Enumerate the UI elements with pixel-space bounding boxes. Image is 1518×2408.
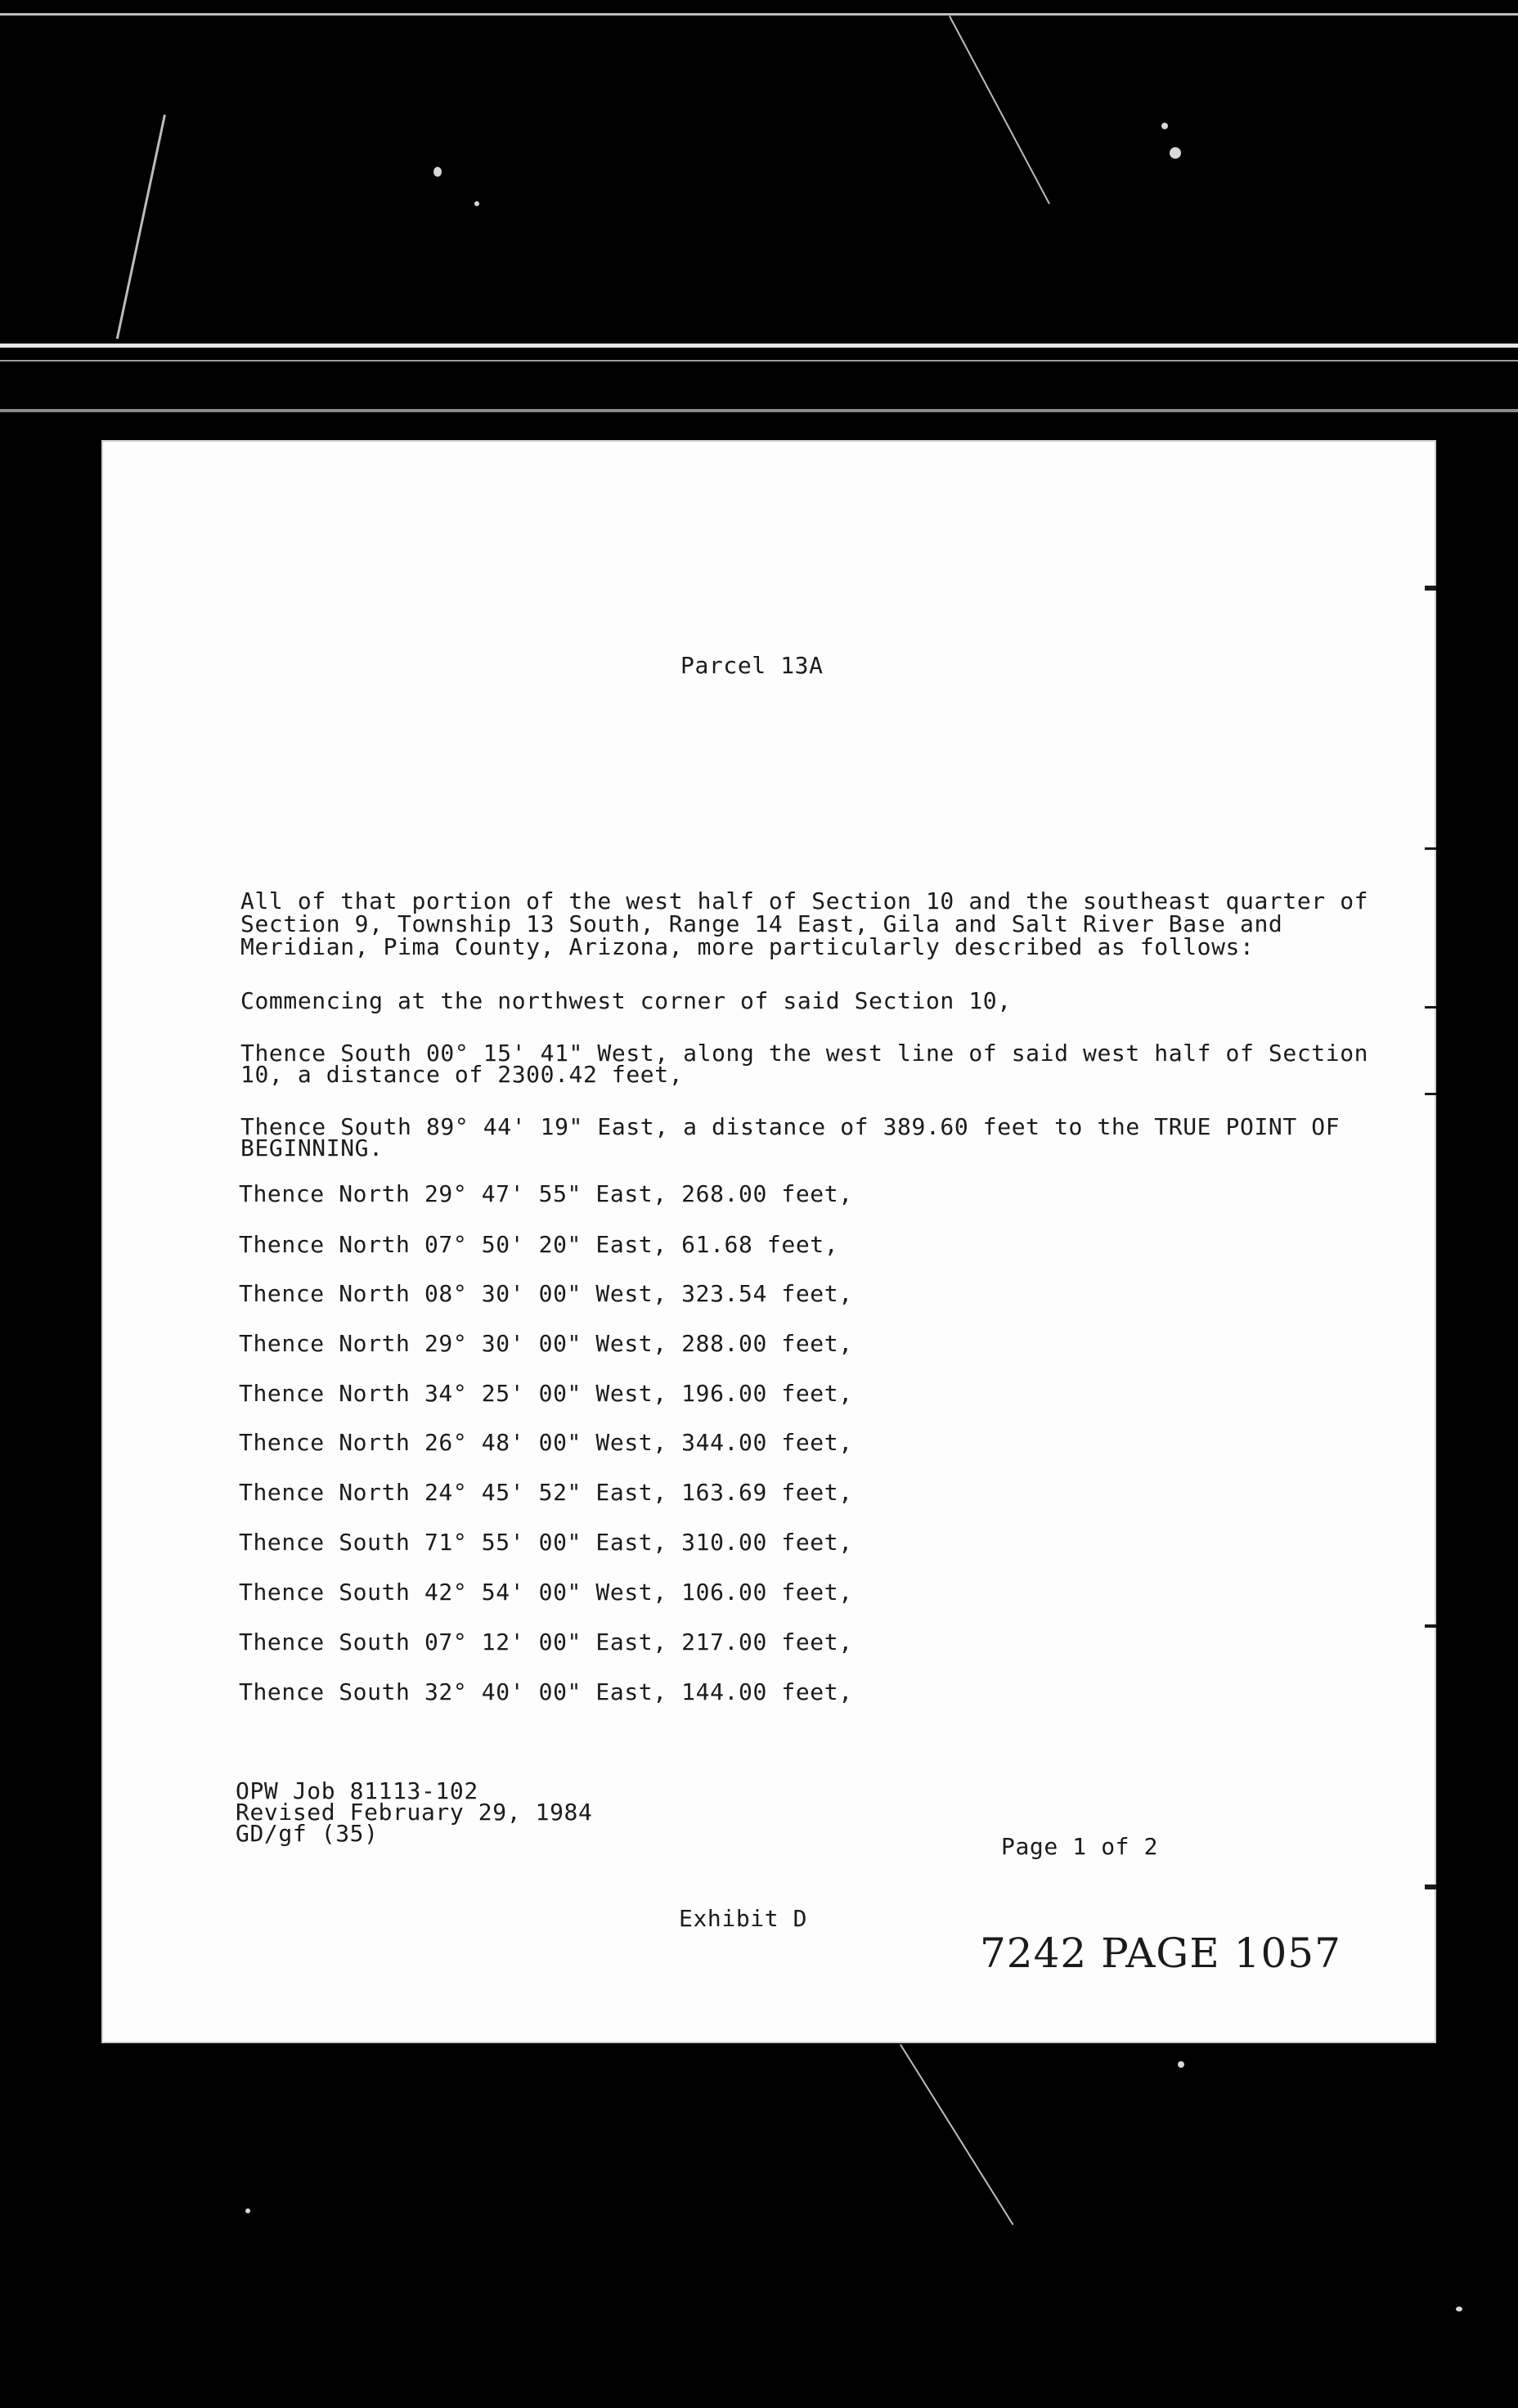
- film-speck: [1161, 123, 1168, 129]
- commencing-paragraph: Commencing at the northwest corner of said Section 10,: [240, 987, 1012, 1014]
- initials: GD/gf (35): [236, 1820, 379, 1847]
- scan-edge-line: [0, 13, 1518, 16]
- edge-mark: [1425, 1093, 1436, 1095]
- thence-west-line: 10, a distance of 2300.42 feet,: [240, 1061, 684, 1088]
- film-speck: [1456, 2307, 1462, 2311]
- course-line: Thence North 07° 50' 20" East, 61.68 feet,: [239, 1231, 839, 1258]
- parcel-title: Parcel 13A: [680, 652, 824, 679]
- job-number: OPW Job 81113-102: [236, 1777, 478, 1804]
- document-page: [101, 440, 1436, 2043]
- course-line: Thence North 29° 47' 55" East, 268.00 feet,: [239, 1180, 853, 1207]
- course-line: Thence South 32° 40' 00" East, 144.00 feet,: [239, 1678, 853, 1705]
- edge-mark: [1425, 586, 1436, 591]
- scan-edge-line: [0, 344, 1518, 348]
- course-line: Thence North 08° 30' 00" West, 323.54 feet,: [239, 1280, 853, 1307]
- page-number: Page 1 of 2: [1001, 1833, 1159, 1860]
- film-speck: [433, 167, 442, 177]
- course-line: Thence North 34° 25' 00" West, 196.00 feet,: [239, 1380, 853, 1407]
- description-line: Section 9, Township 13 South, Range 14 East, Gila and Salt River Base and: [240, 910, 1283, 937]
- scan-edge-line: [0, 360, 1518, 362]
- scan-edge-line: [0, 409, 1518, 412]
- exhibit-label: Exhibit D: [679, 1905, 808, 1932]
- description-line: All of that portion of the west half of Section 10 and the southeast quarter of: [240, 887, 1369, 914]
- course-line: Thence South 07° 12' 00" East, 217.00 feet,: [239, 1629, 853, 1656]
- course-line: Thence North 26° 48' 00" West, 344.00 feet,: [239, 1429, 853, 1456]
- recording-number-stamp: 7242 PAGE 1057: [980, 1930, 1341, 1977]
- course-line: Thence North 29° 30' 00" West, 288.00 feet,: [239, 1330, 853, 1357]
- film-speck: [474, 201, 479, 206]
- edge-mark: [1425, 1006, 1436, 1009]
- thence-true-point: Thence South 89° 44' 19" East, a distance of 389.60 feet to the TRUE POINT OF: [240, 1113, 1341, 1140]
- film-speck: [1170, 147, 1181, 159]
- film-scratch: [900, 2044, 1013, 2226]
- course-line: Thence North 24° 45' 52" East, 163.69 feet,: [239, 1479, 853, 1506]
- edge-mark: [1425, 1885, 1436, 1889]
- course-line: Thence South 71° 55' 00" East, 310.00 feet,: [239, 1529, 853, 1556]
- film-scratch: [116, 115, 166, 339]
- thence-west-line: Thence South 00° 15' 41" West, along the west line of said west half of Section: [240, 1040, 1369, 1067]
- thence-true-point: BEGINNING.: [240, 1134, 384, 1161]
- film-speck: [1178, 2061, 1184, 2068]
- edge-mark: [1425, 1624, 1436, 1628]
- film-scratch: [949, 16, 1050, 204]
- edge-mark: [1425, 847, 1436, 850]
- revision-date: Revised February 29, 1984: [236, 1799, 593, 1826]
- course-line: Thence South 42° 54' 00" West, 106.00 feet,: [239, 1579, 853, 1606]
- description-line: Meridian, Pima County, Arizona, more particularly described as follows:: [240, 933, 1255, 960]
- film-speck: [245, 2208, 250, 2213]
